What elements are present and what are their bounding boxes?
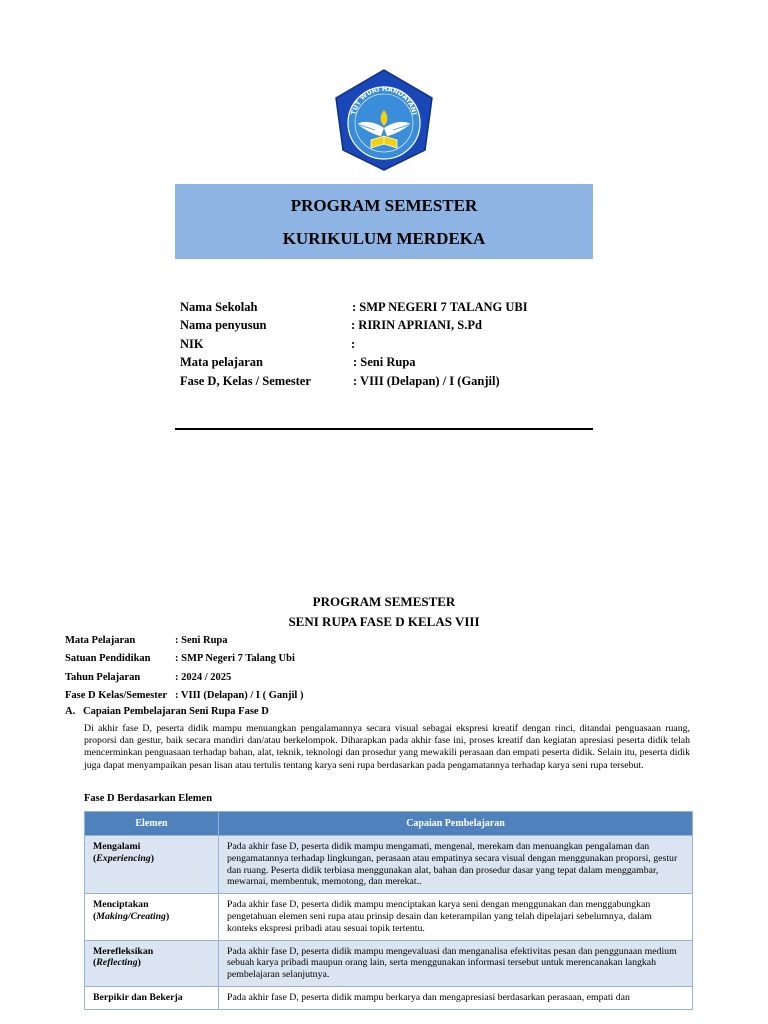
element-cell: Menciptakan (Making/Creating) (85, 894, 219, 940)
meta-label: Fase D Kelas/Semester (65, 689, 168, 701)
table-row (85, 836, 693, 894)
cover-title-line2: KURIKULUM MERDEKA (282, 229, 486, 248)
element-name: Mengalami (93, 841, 141, 852)
capaian-paragraph: Di akhir fase D, peserta didik mampu menuangkan pengalamannya secara visual sebagai ekspresi kreatif dengan rinci, ditandai penguasaan ruang, proporsi dan gestur, baik secara mandiri dan/atau berkelompok. Diharapkan pada akhir fase ini, proses kreatif dan kegiatan apresiasi peserta didik telah mencerminkan penguasaan terhadap bahan, alat, teknik, teknologi dan prosedur yang mewakili perasaan dan empati peserta didik. Selain itu, peserta didik juga dapat menyampaikan pesan lisan atau tertulis tentang karya seni rupa berdasarkan pada pengamatannya terhadap karya seni rupa tersebut. (84, 723, 690, 771)
info-value: : SMP NEGERI 7 TALANG UBI (352, 300, 528, 314)
info-label: NIK (180, 336, 204, 351)
capaian-table (84, 811, 693, 1010)
element-english: Making/Creating (96, 910, 166, 922)
info-row (180, 372, 600, 390)
info-value: : Seni Rupa (353, 355, 416, 370)
meta-label: Tahun Pelajaran (65, 671, 141, 683)
info-label: Fase D, Kelas / Semester (180, 373, 311, 388)
capaian-cell: Pada akhir fase D, peserta didik mampu mengamati, mengenal, merekam dan menuangkan pengalaman dan pengamatannya terhadap lingkungan, perasaan atau empatinya secara visual dengan menggunakan proporsi, gestur dan ruang. Peserta didik terbiasa menggunakan alat, bahan dan prosedur dasar yang tepat dalam menggambar, mewarnai, membentuk, memotong, dan merekat.. (219, 836, 693, 894)
element-name: Merefleksikan (93, 945, 154, 957)
table-header-elemen: Elemen (85, 812, 219, 836)
cover-info (180, 298, 600, 390)
element-english: Reflecting (96, 957, 138, 969)
capaian-cell: Pada akhir fase D, peserta didik mampu berkarya dan mengapresiasi berdasarkan perasaan, empati dan (219, 986, 693, 1009)
meta-value: : SMP Negeri 7 Talang Ubi (175, 653, 295, 665)
info-label: Mata pelajaran (180, 355, 263, 370)
info-row (180, 298, 600, 316)
info-row (180, 316, 600, 334)
element-cell (85, 986, 219, 1009)
info-label: Nama Sekolah (180, 300, 258, 314)
section-title-line1: PROGRAM SEMESTER (312, 594, 456, 609)
meta-label: Satuan Pendidikan (65, 653, 151, 665)
table-row (85, 894, 693, 940)
meta-value: : VIII (Delapan) / I ( Ganjil ) (175, 689, 304, 701)
info-value: : VIII (Delapan) / I (Ganjil) (353, 373, 500, 388)
divider-line (175, 428, 593, 430)
table-row (85, 940, 693, 986)
cover-title-line1: PROGRAM SEMESTER (290, 196, 478, 215)
capaian-cell: Pada akhir fase D, peserta didik mampu mengevaluasi dan menganalisa efektivitas pesan dan penggunaan medium sebuah karya pribadi maupun orang lain, serta menggunakan informasi tersebut untuk merencanakan langkah pembelajaran selanjutnya. (219, 940, 693, 986)
element-name: Berpikir dan Bekerja (93, 991, 183, 1003)
info-value: : RIRIN APRIANI, S.Pd (351, 318, 482, 333)
section-title-line2: SENI RUPA FASE D KELAS VIII (288, 614, 480, 629)
svg-text:TUT WURI HANDAYANI: TUT WURI HANDAYANI (349, 84, 419, 116)
info-label: Nama penyusun (180, 318, 267, 333)
meta-value: : Seni Rupa (175, 635, 228, 646)
emblem-icon (333, 68, 435, 172)
element-cell: Merefleksikan (Reflecting) (85, 940, 219, 986)
table-header-row (85, 812, 693, 836)
info-row (180, 335, 600, 353)
element-cell: Mengalami (Experiencing) (85, 836, 219, 894)
element-name: Menciptakan (93, 899, 149, 911)
info-row (180, 353, 600, 371)
info-value: : (351, 336, 356, 351)
meta-label: Mata Pelajaran (65, 635, 136, 646)
cover-title-box (175, 184, 593, 259)
meta-value: : 2024 / 2025 (175, 671, 232, 683)
element-english: Experiencing (96, 852, 151, 864)
capaian-cell: Pada akhir fase D, peserta didik mampu menciptakan karya seni dengan menggunakan dan menggabungkan pengetahuan elemen seni rupa atau prinsip desain dan keterampilan yang telah dipelajari sebelumnya, dalam konteks ekspresi pribadi atau sesuai topik tertentu. (219, 894, 693, 940)
table-header-capaian: Capaian Pembelajaran (219, 812, 693, 836)
subheading: Fase D Berdasarkan Elemen (84, 793, 213, 804)
heading-a (65, 706, 269, 717)
heading-text: Capaian Pembelajaran Seni Rupa Fase D (83, 706, 269, 717)
table-row (85, 986, 693, 1009)
tut-wuri-handayani-logo (333, 68, 435, 172)
heading-number: A. (65, 706, 76, 717)
